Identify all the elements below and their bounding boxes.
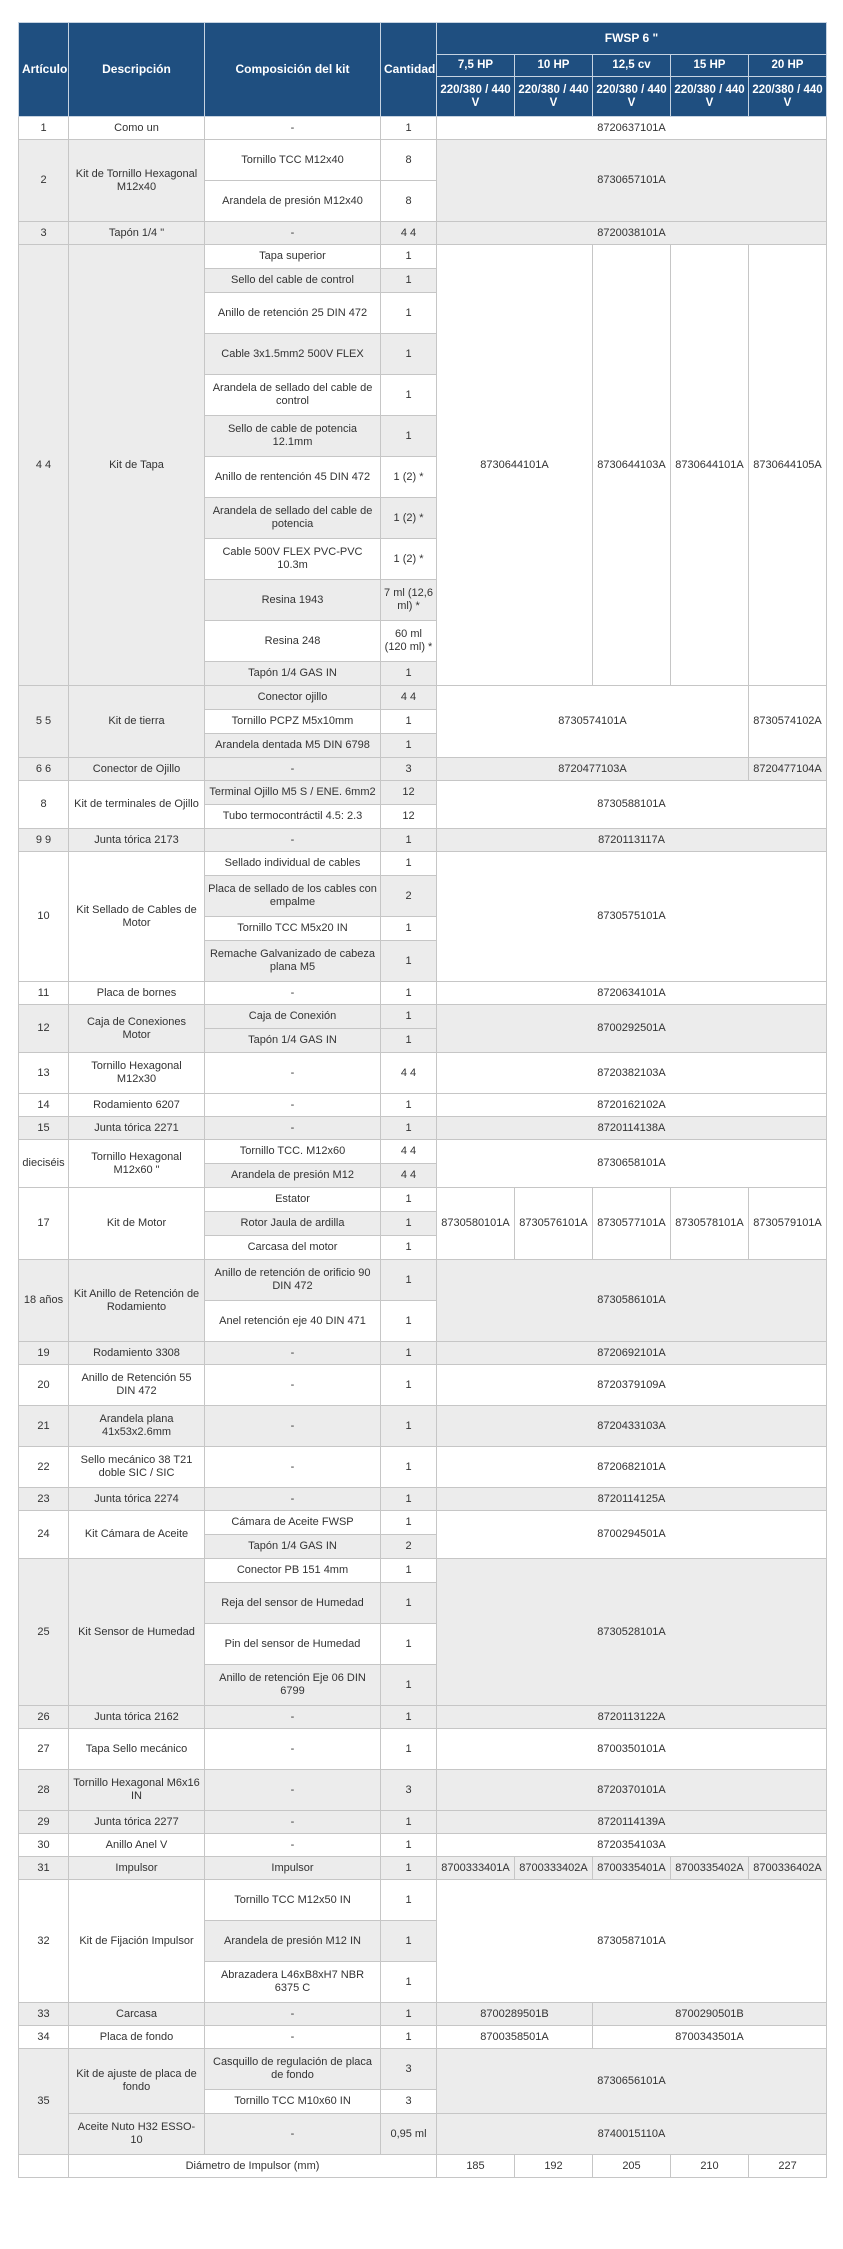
- col-hp-2: 10 HP: [515, 55, 593, 77]
- cell-articulo: 32: [19, 1880, 69, 2003]
- cell-articulo: 14: [19, 1094, 69, 1117]
- cell-composicion: Sello del cable de control: [205, 269, 381, 293]
- cell-composicion: Conector PB 151 4mm: [205, 1559, 381, 1583]
- cell-cantidad: 1 (2) *: [381, 539, 437, 580]
- cell-articulo: 25: [19, 1559, 69, 1706]
- cell-composicion: Arandela dentada M5 DIN 6798: [205, 734, 381, 758]
- cell-code: 8700333402A: [515, 1857, 593, 1880]
- cell-composicion: Caja de Conexión: [205, 1005, 381, 1029]
- cell-code: 8730587101A: [437, 1880, 827, 2003]
- cell-composicion: -: [205, 1811, 381, 1834]
- cell-cantidad: 3: [381, 758, 437, 781]
- cell-composicion: Resina 1943: [205, 580, 381, 621]
- cell-code: 8720162102A: [437, 1094, 827, 1117]
- cell-composicion: Pin del sensor de Humedad: [205, 1624, 381, 1665]
- cell-composicion: Placa de sellado de los cables con empalme: [205, 876, 381, 917]
- cell-cantidad: 1: [381, 1962, 437, 2003]
- cell-descripcion: Impulsor: [69, 1857, 205, 1880]
- cell-articulo: 15: [19, 1117, 69, 1140]
- cell-code: 8730658101A: [437, 1140, 827, 1188]
- cell-articulo: 33: [19, 2003, 69, 2026]
- cell-cantidad: 4 4: [381, 222, 437, 245]
- cell-cantidad: 4 4: [381, 686, 437, 710]
- cell-descripcion: Kit de Fijación Impulsor: [69, 1880, 205, 2003]
- cell-cantidad: 1: [381, 917, 437, 941]
- footer-spacer: [19, 2155, 69, 2178]
- cell-composicion: -: [205, 1117, 381, 1140]
- cell-descripcion: Kit de Tornillo Hexagonal M12x40: [69, 140, 205, 222]
- cell-composicion: -: [205, 2026, 381, 2049]
- cell-cantidad: 1: [381, 1811, 437, 1834]
- cell-articulo: 10: [19, 852, 69, 982]
- cell-articulo: dieciséis: [19, 1140, 69, 1188]
- cell-descripcion: Kit de Motor: [69, 1188, 205, 1260]
- cell-composicion: Estator: [205, 1188, 381, 1212]
- cell-composicion: -: [205, 117, 381, 140]
- cell-articulo: 34: [19, 2026, 69, 2049]
- cell-composicion: -: [205, 1406, 381, 1447]
- cell-articulo: 17: [19, 1188, 69, 1260]
- cell-composicion: Anillo de retención Eje 06 DIN 6799: [205, 1665, 381, 1706]
- cell-cantidad: 1 (2) *: [381, 457, 437, 498]
- cell-code: 8730656101A: [437, 2049, 827, 2114]
- cell-code: 8720634101A: [437, 982, 827, 1005]
- cell-composicion: Rotor Jaula de ardilla: [205, 1212, 381, 1236]
- cell-cantidad: 3: [381, 2049, 437, 2090]
- cell-code: 8730574102A: [749, 686, 827, 758]
- cell-composicion: Sellado individual de cables: [205, 852, 381, 876]
- cell-code: 8720433103A: [437, 1406, 827, 1447]
- cell-cantidad: 1: [381, 293, 437, 334]
- cell-composicion: -: [205, 1488, 381, 1511]
- cell-cantidad: 1: [381, 1834, 437, 1857]
- cell-articulo: 21: [19, 1406, 69, 1447]
- cell-code: 8720354103A: [437, 1834, 827, 1857]
- cell-code: 8730644101A: [437, 245, 593, 686]
- cell-descripcion: Placa de fondo: [69, 2026, 205, 2049]
- cell-descripcion: Junta tórica 2271: [69, 1117, 205, 1140]
- cell-composicion: -: [205, 1342, 381, 1365]
- cell-cantidad: 1: [381, 1342, 437, 1365]
- cell-cantidad: 1: [381, 852, 437, 876]
- cell-composicion: -: [205, 222, 381, 245]
- cell-composicion: Remache Galvanizado de cabeza plana M5: [205, 941, 381, 982]
- col-descripcion: Descripción: [69, 23, 205, 117]
- cell-articulo: 6 6: [19, 758, 69, 781]
- cell-composicion: Abrazadera L46xB8xH7 NBR 6375 C: [205, 1962, 381, 2003]
- cell-code: 8730644101A: [671, 245, 749, 686]
- cell-code: 8700294501A: [437, 1511, 827, 1559]
- cell-composicion: -: [205, 1447, 381, 1488]
- cell-cantidad: 1: [381, 1236, 437, 1260]
- cell-composicion: Arandela de presión M12: [205, 1164, 381, 1188]
- cell-articulo: 26: [19, 1706, 69, 1729]
- cell-cantidad: 1: [381, 1029, 437, 1053]
- cell-cantidad: 3: [381, 1770, 437, 1811]
- cell-descripcion: Junta tórica 2277: [69, 1811, 205, 1834]
- cell-code: 8730588101A: [437, 781, 827, 829]
- cell-articulo: 29: [19, 1811, 69, 1834]
- col-voltage-2: 220/380 / 440 V: [515, 77, 593, 117]
- col-voltage-1: 220/380 / 440 V: [437, 77, 515, 117]
- cell-composicion: -: [205, 1834, 381, 1857]
- col-hp-4: 15 HP: [671, 55, 749, 77]
- cell-code: 8720382103A: [437, 1053, 827, 1094]
- cell-composicion: -: [205, 2003, 381, 2026]
- cell-descripcion: Carcasa: [69, 2003, 205, 2026]
- cell-cantidad: 1: [381, 1188, 437, 1212]
- cell-composicion: Tornillo TCC M5x20 IN: [205, 917, 381, 941]
- cell-cantidad: 1: [381, 245, 437, 269]
- cell-code: 8700333401A: [437, 1857, 515, 1880]
- cell-descripcion: Tapón 1/4 ": [69, 222, 205, 245]
- cell-descripcion: Tornillo Hexagonal M6x16 IN: [69, 1770, 205, 1811]
- impeller-diameter-value: 227: [749, 2155, 827, 2178]
- cell-composicion: -: [205, 1729, 381, 1770]
- cell-code: 8730578101A: [671, 1188, 749, 1260]
- cell-articulo: 1: [19, 117, 69, 140]
- col-voltage-4: 220/380 / 440 V: [671, 77, 749, 117]
- cell-composicion: Tapón 1/4 GAS IN: [205, 1029, 381, 1053]
- cell-code: 8730644103A: [593, 245, 671, 686]
- cell-cantidad: 7 ml (12,6 ml) *: [381, 580, 437, 621]
- cell-cantidad: 8: [381, 140, 437, 181]
- cell-composicion: Carcasa del motor: [205, 1236, 381, 1260]
- cell-cantidad: 1: [381, 982, 437, 1005]
- cell-composicion: -: [205, 2114, 381, 2155]
- cell-composicion: Tornillo TCC M12x50 IN: [205, 1880, 381, 1921]
- cell-cantidad: 1: [381, 2003, 437, 2026]
- cell-descripcion: Kit Cámara de Aceite: [69, 1511, 205, 1559]
- cell-composicion: Terminal Ojillo M5 S / ENE. 6mm2: [205, 781, 381, 805]
- col-group-fwsp: FWSP 6 ": [437, 23, 827, 55]
- cell-descripcion: Rodamiento 6207: [69, 1094, 205, 1117]
- cell-articulo: 31: [19, 1857, 69, 1880]
- cell-code: 8700292501A: [437, 1005, 827, 1053]
- cell-cantidad: 1: [381, 1511, 437, 1535]
- cell-code: 8730644105A: [749, 245, 827, 686]
- cell-composicion: Arandela de sellado del cable de potencia: [205, 498, 381, 539]
- cell-composicion: Arandela de sellado del cable de control: [205, 375, 381, 416]
- parts-table-container: [18, 22, 826, 2178]
- cell-composicion: Tapón 1/4 GAS IN: [205, 1535, 381, 1559]
- cell-cantidad: 1: [381, 1857, 437, 1880]
- cell-code: 8730575101A: [437, 852, 827, 982]
- cell-cantidad: 4 4: [381, 1164, 437, 1188]
- cell-descripcion: Aceite Nuto H32 ESSO-10: [69, 2114, 205, 2155]
- cell-code: 8720114125A: [437, 1488, 827, 1511]
- cell-code: 8720038101A: [437, 222, 827, 245]
- cell-composicion: -: [205, 829, 381, 852]
- cell-code: 8720637101A: [437, 117, 827, 140]
- cell-cantidad: 1: [381, 1260, 437, 1301]
- cell-composicion: -: [205, 758, 381, 781]
- cell-cantidad: 2: [381, 1535, 437, 1559]
- cell-code: 8720114138A: [437, 1117, 827, 1140]
- cell-cantidad: 1: [381, 1301, 437, 1342]
- cell-composicion: Anillo de rentención 45 DIN 472: [205, 457, 381, 498]
- cell-cantidad: 1: [381, 269, 437, 293]
- cell-cantidad: 1: [381, 1706, 437, 1729]
- cell-composicion: Cámara de Aceite FWSP: [205, 1511, 381, 1535]
- cell-cantidad: 1: [381, 375, 437, 416]
- cell-articulo: 35: [19, 2049, 69, 2155]
- cell-articulo: 18 años: [19, 1260, 69, 1342]
- cell-cantidad: 1: [381, 1406, 437, 1447]
- cell-composicion: Tornillo PCPZ M5x10mm: [205, 710, 381, 734]
- cell-descripcion: Placa de bornes: [69, 982, 205, 1005]
- cell-articulo: 9 9: [19, 829, 69, 852]
- cell-code: 8730657101A: [437, 140, 827, 222]
- col-hp-3: 12,5 cv: [593, 55, 671, 77]
- cell-descripcion: Tornillo Hexagonal M12x30: [69, 1053, 205, 1094]
- cell-descripcion: Junta tórica 2162: [69, 1706, 205, 1729]
- cell-code: 8700358501A: [437, 2026, 593, 2049]
- cell-articulo: 19: [19, 1342, 69, 1365]
- cell-articulo: 22: [19, 1447, 69, 1488]
- cell-composicion: Resina 248: [205, 621, 381, 662]
- cell-composicion: -: [205, 982, 381, 1005]
- cell-descripcion: Conector de Ojillo: [69, 758, 205, 781]
- cell-composicion: Anillo de retención de orificio 90 DIN 472: [205, 1260, 381, 1301]
- cell-articulo: 8: [19, 781, 69, 829]
- cell-cantidad: 1: [381, 1117, 437, 1140]
- cell-descripcion: Junta tórica 2173: [69, 829, 205, 852]
- cell-articulo: 20: [19, 1365, 69, 1406]
- cell-descripcion: Kit Anillo de Retención de Rodamiento: [69, 1260, 205, 1342]
- cell-code: 8700289501B: [437, 2003, 593, 2026]
- cell-composicion: Anel retención eje 40 DIN 471: [205, 1301, 381, 1342]
- cell-code: 8720113122A: [437, 1706, 827, 1729]
- impeller-diameter-value: 185: [437, 2155, 515, 2178]
- cell-descripcion: Kit de tierra: [69, 686, 205, 758]
- cell-descripcion: Kit de terminales de Ojillo: [69, 781, 205, 829]
- cell-articulo: 11: [19, 982, 69, 1005]
- cell-cantidad: 1: [381, 829, 437, 852]
- cell-code: 8720114139A: [437, 1811, 827, 1834]
- cell-code: 8720379109A: [437, 1365, 827, 1406]
- cell-descripcion: Rodamiento 3308: [69, 1342, 205, 1365]
- cell-composicion: -: [205, 1706, 381, 1729]
- cell-articulo: 23: [19, 1488, 69, 1511]
- cell-code: 8720477104A: [749, 758, 827, 781]
- cell-cantidad: 1: [381, 1729, 437, 1770]
- cell-composicion: Tapa superior: [205, 245, 381, 269]
- cell-code: 8740015110A: [437, 2114, 827, 2155]
- cell-composicion: -: [205, 1770, 381, 1811]
- cell-code: 8730576101A: [515, 1188, 593, 1260]
- cell-composicion: Cable 500V FLEX PVC-PVC 10.3m: [205, 539, 381, 580]
- col-composicion: Composición del kit: [205, 23, 381, 117]
- cell-code: 8720692101A: [437, 1342, 827, 1365]
- cell-cantidad: 1: [381, 1880, 437, 1921]
- cell-descripcion: Kit Sellado de Cables de Motor: [69, 852, 205, 982]
- cell-composicion: Sello de cable de potencia 12.1mm: [205, 416, 381, 457]
- cell-code: 8720113117A: [437, 829, 827, 852]
- cell-cantidad: 0,95 ml: [381, 2114, 437, 2155]
- cell-cantidad: 1: [381, 1559, 437, 1583]
- cell-cantidad: 1: [381, 1005, 437, 1029]
- cell-articulo: 12: [19, 1005, 69, 1053]
- cell-code: 8700335401A: [593, 1857, 671, 1880]
- cell-cantidad: 1: [381, 1665, 437, 1706]
- parts-table: [18, 22, 827, 2178]
- cell-articulo: 24: [19, 1511, 69, 1559]
- impeller-diameter-value: 210: [671, 2155, 749, 2178]
- cell-cantidad: 1: [381, 1094, 437, 1117]
- cell-composicion: Arandela de presión M12 IN: [205, 1921, 381, 1962]
- cell-code: 8730574101A: [437, 686, 749, 758]
- col-hp-1: 7,5 HP: [437, 55, 515, 77]
- impeller-diameter-label: Diámetro de Impulsor (mm): [69, 2155, 437, 2178]
- cell-descripcion: Arandela plana 41x53x2.6mm: [69, 1406, 205, 1447]
- cell-cantidad: 3: [381, 2090, 437, 2114]
- cell-composicion: Tapón 1/4 GAS IN: [205, 662, 381, 686]
- cell-articulo: 27: [19, 1729, 69, 1770]
- cell-code: 8720370101A: [437, 1770, 827, 1811]
- cell-cantidad: 1: [381, 734, 437, 758]
- col-voltage-5: 220/380 / 440 V: [749, 77, 827, 117]
- cell-descripcion: Kit Sensor de Humedad: [69, 1559, 205, 1706]
- cell-articulo: 13: [19, 1053, 69, 1094]
- cell-composicion: Tubo termocontráctil 4.5: 2.3: [205, 805, 381, 829]
- cell-composicion: Cable 3x1.5mm2 500V FLEX: [205, 334, 381, 375]
- cell-composicion: Anillo de retención 25 DIN 472: [205, 293, 381, 334]
- cell-cantidad: 1 (2) *: [381, 498, 437, 539]
- col-voltage-3: 220/380 / 440 V: [593, 77, 671, 117]
- cell-composicion: Reja del sensor de Humedad: [205, 1583, 381, 1624]
- cell-articulo: 4 4: [19, 245, 69, 686]
- cell-descripcion: Como un: [69, 117, 205, 140]
- cell-composicion: Tornillo TCC. M12x60: [205, 1140, 381, 1164]
- col-articulo: Artículo: [19, 23, 69, 117]
- cell-composicion: Conector ojillo: [205, 686, 381, 710]
- cell-descripcion: Sello mecánico 38 T21 doble SIC / SIC: [69, 1447, 205, 1488]
- cell-cantidad: 1: [381, 117, 437, 140]
- cell-descripcion: Kit de ajuste de placa de fondo: [69, 2049, 205, 2114]
- cell-cantidad: 1: [381, 334, 437, 375]
- cell-code: 8700336402A: [749, 1857, 827, 1880]
- cell-cantidad: 12: [381, 805, 437, 829]
- cell-code: 8720682101A: [437, 1447, 827, 1488]
- cell-descripcion: Anillo Anel V: [69, 1834, 205, 1857]
- cell-composicion: Arandela de presión M12x40: [205, 181, 381, 222]
- cell-code: 8730579101A: [749, 1188, 827, 1260]
- cell-code: 8700335402A: [671, 1857, 749, 1880]
- cell-cantidad: 1: [381, 1921, 437, 1962]
- cell-articulo: 30: [19, 1834, 69, 1857]
- col-cantidad: Cantidad: [381, 23, 437, 117]
- cell-code: 8730580101A: [437, 1188, 515, 1260]
- cell-cantidad: 1: [381, 662, 437, 686]
- cell-cantidad: 1: [381, 416, 437, 457]
- cell-cantidad: 1: [381, 941, 437, 982]
- cell-code: 8720477103A: [437, 758, 749, 781]
- cell-composicion: Impulsor: [205, 1857, 381, 1880]
- cell-cantidad: 60 ml (120 ml) *: [381, 621, 437, 662]
- cell-composicion: Casquillo de regulación de placa de fondo: [205, 2049, 381, 2090]
- cell-cantidad: 8: [381, 181, 437, 222]
- cell-cantidad: 1: [381, 1447, 437, 1488]
- cell-descripcion: Kit de Tapa: [69, 245, 205, 686]
- cell-cantidad: 1: [381, 1488, 437, 1511]
- cell-code: 8730577101A: [593, 1188, 671, 1260]
- cell-composicion: -: [205, 1094, 381, 1117]
- cell-descripcion: Junta tórica 2274: [69, 1488, 205, 1511]
- cell-cantidad: 4 4: [381, 1053, 437, 1094]
- cell-composicion: -: [205, 1365, 381, 1406]
- cell-code: 8700290501B: [593, 2003, 827, 2026]
- cell-cantidad: 12: [381, 781, 437, 805]
- cell-cantidad: 1: [381, 1212, 437, 1236]
- cell-cantidad: 1: [381, 2026, 437, 2049]
- impeller-diameter-value: 205: [593, 2155, 671, 2178]
- cell-descripcion: Tapa Sello mecánico: [69, 1729, 205, 1770]
- cell-code: 8700343501A: [593, 2026, 827, 2049]
- cell-descripcion: Tornillo Hexagonal M12x60 ": [69, 1140, 205, 1188]
- cell-composicion: Tornillo TCC M10x60 IN: [205, 2090, 381, 2114]
- col-hp-5: 20 HP: [749, 55, 827, 77]
- cell-descripcion: Caja de Conexiones Motor: [69, 1005, 205, 1053]
- cell-cantidad: 1: [381, 1624, 437, 1665]
- cell-articulo: 5 5: [19, 686, 69, 758]
- cell-code: 8730528101A: [437, 1559, 827, 1706]
- cell-code: 8730586101A: [437, 1260, 827, 1342]
- cell-articulo: 3: [19, 222, 69, 245]
- cell-code: 8700350101A: [437, 1729, 827, 1770]
- cell-articulo: 28: [19, 1770, 69, 1811]
- cell-cantidad: 1: [381, 710, 437, 734]
- cell-cantidad: 4 4: [381, 1140, 437, 1164]
- cell-cantidad: 2: [381, 876, 437, 917]
- cell-composicion: Tornillo TCC M12x40: [205, 140, 381, 181]
- cell-composicion: -: [205, 1053, 381, 1094]
- cell-cantidad: 1: [381, 1365, 437, 1406]
- cell-descripcion: Anillo de Retención 55 DIN 472: [69, 1365, 205, 1406]
- impeller-diameter-value: 192: [515, 2155, 593, 2178]
- cell-cantidad: 1: [381, 1583, 437, 1624]
- cell-articulo: 2: [19, 140, 69, 222]
